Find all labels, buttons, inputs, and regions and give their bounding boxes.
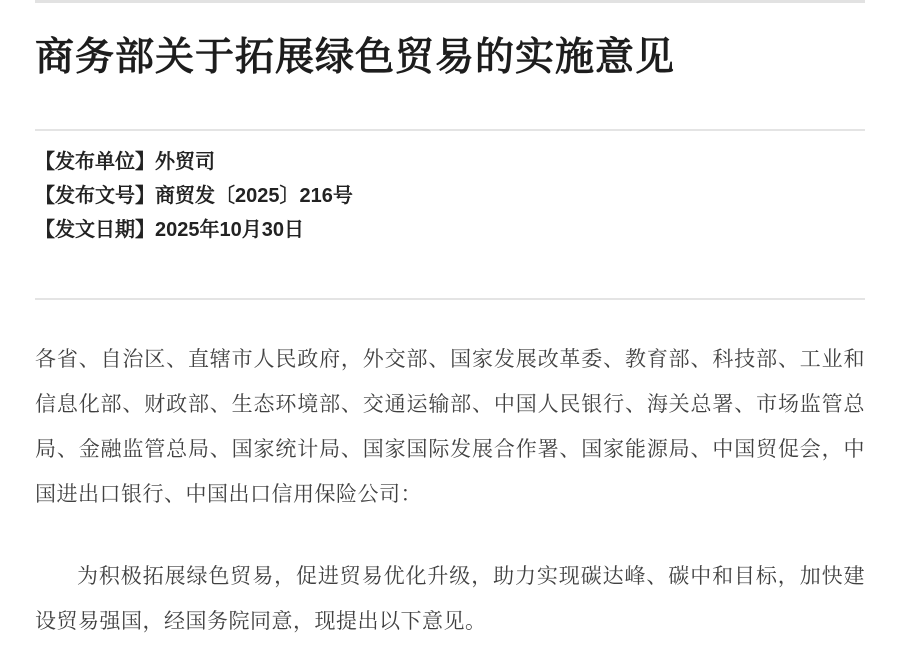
meta-value: 2025年10月30日 bbox=[155, 219, 304, 241]
meta-value: 外贸司 bbox=[155, 151, 215, 173]
top-divider bbox=[35, 0, 865, 3]
title-divider bbox=[35, 129, 865, 131]
meta-divider bbox=[35, 298, 865, 300]
article-body bbox=[35, 337, 865, 644]
article-paragraph-recipients: 各省、自治区、直辖市人民政府，外交部、国家发展改革委、教育部、科技部、工业和信息化部、财政部、生态环境部、交通运输部、中国人民银行、海关总署、市场监管总局、金融监管总局、国家统计局、国家国际发展合作署、国家能源局、中国贸促会，中国进出口银行、中国出口信用保险公司： bbox=[35, 348, 865, 506]
meta-line-issue-date bbox=[35, 213, 865, 247]
meta-label: 【发布文号】 bbox=[35, 185, 155, 207]
meta-label: 【发布单位】 bbox=[35, 151, 155, 173]
meta-block bbox=[35, 145, 865, 247]
document-content bbox=[35, 0, 865, 644]
meta-label: 【发文日期】 bbox=[35, 219, 155, 241]
article-paragraph-intro: 为积极拓展绿色贸易，促进贸易优化升级，助力实现碳达峰、碳中和目标，加快建设贸易强国，经国务院同意，现提出以下意见。 bbox=[35, 565, 865, 633]
page-title: 商务部关于拓展绿色贸易的实施意见 bbox=[35, 36, 676, 79]
meta-line-document-number bbox=[35, 179, 865, 213]
meta-line-issuing-unit bbox=[35, 145, 865, 179]
meta-value: 商贸发〔2025〕216号 bbox=[155, 185, 353, 207]
